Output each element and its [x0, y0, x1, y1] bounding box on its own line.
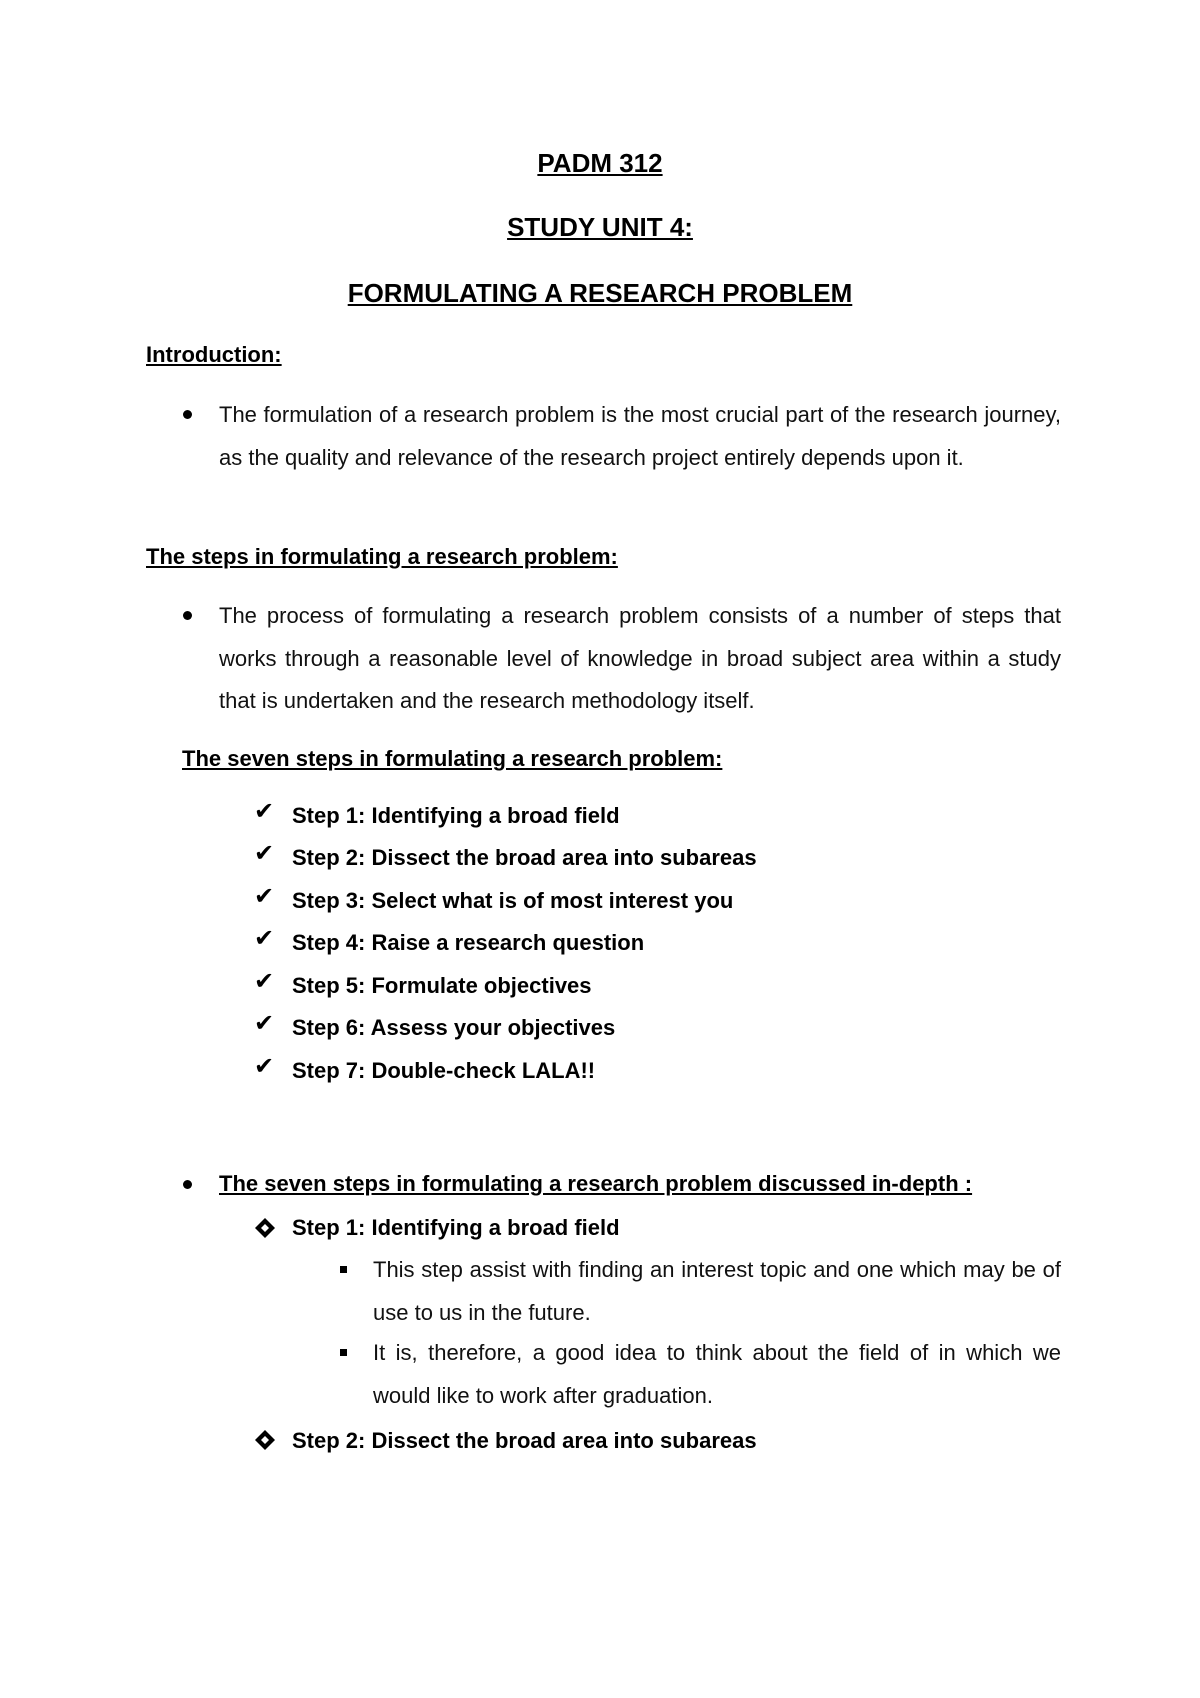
check-icon: ✔: [254, 925, 275, 952]
steps-text: The process of formulating a research problem consists of a number of steps that works through a reasonable level of knowledge in broad subject area within a study that is undertaken and the research methodology itself.: [219, 603, 1061, 713]
list-item: Step 5: Formulate objectives: [292, 973, 592, 998]
check-icon: ✔: [254, 840, 275, 867]
square-bullet-icon: [340, 1349, 347, 1356]
introduction-heading: Introduction:: [146, 342, 282, 367]
check-icon: ✔: [254, 968, 275, 995]
seven-steps-heading: The seven steps in formulating a research problem:: [182, 746, 723, 771]
check-icon: ✔: [254, 798, 275, 825]
page-title: FORMULATING A RESEARCH PROBLEM: [347, 278, 853, 308]
bullet-icon: [183, 1180, 192, 1189]
in-depth-step-1-title: Step 1: Identifying a broad field: [292, 1215, 620, 1240]
list-item: Step 3: Select what is of most interest you: [292, 888, 734, 913]
list-item: Step 6: Assess your objectives: [292, 1015, 616, 1040]
check-icon: ✔: [254, 1053, 275, 1080]
list-item: Step 2: Dissect the broad area into subareas: [292, 845, 757, 870]
list-item: Step 1: Identifying a broad field: [292, 803, 620, 828]
step-1-point-2: It is, therefore, a good idea to think about the field of in which we would like to work after graduation.: [373, 1340, 1061, 1408]
steps-heading: The steps in formulating a research problem:: [146, 544, 618, 569]
study-unit: STUDY UNIT 4:: [507, 212, 693, 242]
bullet-icon: [183, 410, 192, 419]
square-bullet-icon: [340, 1266, 347, 1273]
list-item: Step 4: Raise a research question: [292, 930, 645, 955]
list-item: Step 7: Double-check LALA!!: [292, 1058, 596, 1083]
bullet-icon: [183, 611, 192, 620]
diamond-bullet-icon: [254, 1217, 276, 1239]
diamond-bullet-icon: [254, 1429, 276, 1451]
in-depth-heading: The seven steps in formulating a research problem discussed in-depth :: [219, 1171, 973, 1196]
check-icon: ✔: [254, 883, 275, 910]
course-code: PADM 312: [537, 148, 663, 178]
introduction-text: The formulation of a research problem is the most crucial part of the research journey, as the quality and relevance of the research project entirely depends upon it.: [219, 402, 1061, 470]
step-1-point-1: This step assist with finding an interest topic and one which may be of use to us in the future.: [373, 1257, 1061, 1325]
in-depth-step-2-title: Step 2: Dissect the broad area into subareas: [292, 1428, 757, 1453]
check-icon: ✔: [254, 1010, 275, 1037]
